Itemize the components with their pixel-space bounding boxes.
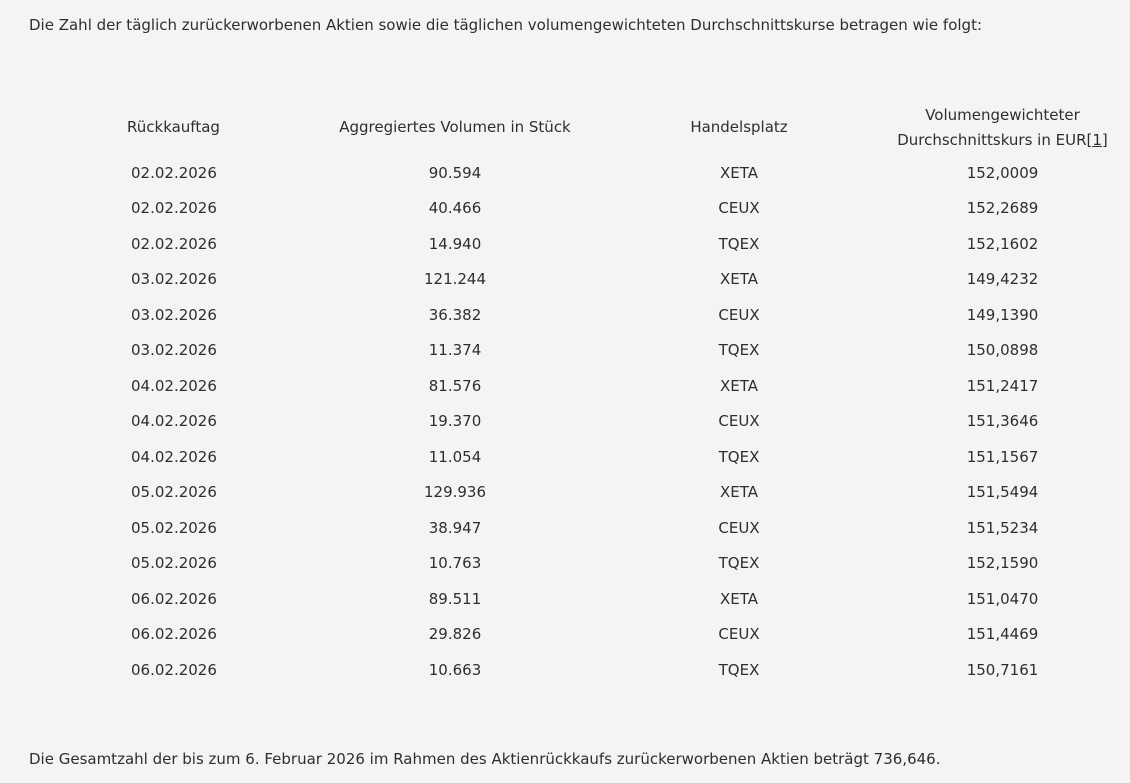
cell-price: 149,4232	[966, 270, 1039, 289]
footnote-link[interactable]: 1	[1092, 130, 1102, 149]
header-price-line1: Volumengewichteter	[925, 105, 1080, 124]
table-row	[29, 297, 1124, 333]
cell-price: 151,0470	[966, 589, 1039, 608]
cell-venue: TQEX	[718, 554, 760, 573]
intro-paragraph: Die Zahl der täglich zurückerworbenen Aktien sowie die täglichen volumengewichteten Durchschnittskurse betragen wie folgt:	[29, 16, 982, 34]
cell-price: 150,0898	[966, 341, 1039, 360]
cell-volume: 38.947	[428, 518, 482, 537]
cell-date: 04.02.2026	[131, 376, 217, 395]
table-row	[29, 510, 1124, 546]
cell-volume: 14.940	[428, 234, 482, 253]
cell-date: 02.02.2026	[131, 199, 217, 218]
cell-venue: CEUX	[718, 305, 760, 324]
cell-date: 04.02.2026	[131, 447, 217, 466]
table-row	[29, 546, 1124, 582]
cell-date: 04.02.2026	[131, 412, 217, 431]
cell-volume: 36.382	[428, 305, 482, 324]
cell-date: 02.02.2026	[131, 234, 217, 253]
cell-price: 151,2417	[966, 376, 1039, 395]
cell-price: 152,1590	[966, 554, 1039, 573]
summary-paragraph: Die Gesamtzahl der bis zum 6. Februar 2026 im Rahmen des Aktienrückkaufs zurückerworbenen Aktien beträgt 736,646.	[29, 750, 941, 768]
cell-volume: 10.763	[428, 554, 482, 573]
table-row	[29, 262, 1124, 298]
cell-venue: XETA	[719, 270, 758, 289]
cell-price: 151,4469	[966, 625, 1039, 644]
header-price	[881, 100, 1124, 155]
cell-volume: 11.374	[428, 341, 482, 360]
cell-venue: CEUX	[718, 199, 760, 218]
cell-date: 02.02.2026	[131, 163, 217, 182]
footnote-bracket-close: ]	[1101, 130, 1108, 149]
cell-price: 149,1390	[966, 305, 1039, 324]
cell-venue: XETA	[719, 163, 758, 182]
cell-price: 151,5234	[966, 518, 1039, 537]
cell-venue: CEUX	[718, 625, 760, 644]
cell-price: 151,3646	[966, 412, 1039, 431]
cell-venue: TQEX	[718, 341, 760, 360]
cell-venue: XETA	[719, 483, 758, 502]
cell-date: 03.02.2026	[131, 270, 217, 289]
table-row	[29, 191, 1124, 227]
cell-price: 152,0009	[966, 163, 1039, 182]
cell-volume: 10.663	[428, 660, 482, 679]
cell-date: 05.02.2026	[131, 483, 217, 502]
table-row	[29, 226, 1124, 262]
cell-price: 152,2689	[966, 199, 1039, 218]
cell-volume: 29.826	[428, 625, 482, 644]
table-row	[29, 333, 1124, 369]
cell-date: 06.02.2026	[131, 660, 217, 679]
cell-volume: 89.511	[428, 589, 482, 608]
buyback-table	[29, 100, 1124, 688]
cell-date: 06.02.2026	[131, 589, 217, 608]
table-row	[29, 652, 1124, 688]
cell-venue: XETA	[719, 589, 758, 608]
cell-venue: TQEX	[718, 660, 760, 679]
cell-price: 151,5494	[966, 483, 1039, 502]
cell-venue: CEUX	[718, 412, 760, 431]
table-row	[29, 475, 1124, 511]
cell-volume: 121.244	[423, 270, 487, 289]
cell-date: 05.02.2026	[131, 554, 217, 573]
cell-volume: 129.936	[423, 483, 487, 502]
cell-venue: XETA	[719, 376, 758, 395]
table-row	[29, 155, 1124, 191]
cell-date: 03.02.2026	[131, 341, 217, 360]
cell-price: 150,7161	[966, 660, 1039, 679]
footnote-bracket-open: [	[1086, 130, 1093, 149]
cell-venue: CEUX	[718, 518, 760, 537]
table-row	[29, 368, 1124, 404]
cell-volume: 11.054	[428, 447, 482, 466]
header-volume: Aggregiertes Volumen in Stück	[339, 118, 571, 136]
table-row	[29, 404, 1124, 440]
cell-volume: 40.466	[428, 199, 482, 218]
cell-price: 152,1602	[966, 234, 1039, 253]
header-date: Rückkauftag	[127, 118, 220, 136]
table-header-row	[29, 100, 1124, 155]
header-venue: Handelsplatz	[690, 118, 788, 136]
cell-date: 05.02.2026	[131, 518, 217, 537]
header-price-line2: Durchschnittskurs in EUR	[897, 130, 1087, 149]
table-row	[29, 439, 1124, 475]
cell-volume: 90.594	[428, 163, 482, 182]
cell-date: 06.02.2026	[131, 625, 217, 644]
cell-venue: TQEX	[718, 234, 760, 253]
cell-venue: TQEX	[718, 447, 760, 466]
table-body	[29, 155, 1124, 688]
cell-volume: 19.370	[428, 412, 482, 431]
cell-volume: 81.576	[428, 376, 482, 395]
table-row	[29, 581, 1124, 617]
cell-price: 151,1567	[966, 447, 1039, 466]
cell-date: 03.02.2026	[131, 305, 217, 324]
table-row	[29, 617, 1124, 653]
